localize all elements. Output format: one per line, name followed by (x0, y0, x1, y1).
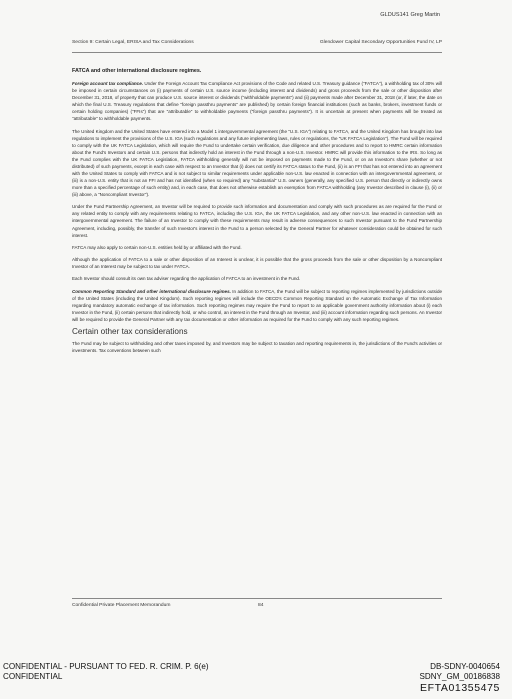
confidential-stamp-line: CONFIDENTIAL (3, 672, 63, 681)
header-fund-name: Glendower Capital Secondary Opportunities Fund IV, LP (319, 40, 442, 45)
bates-stamp (419, 662, 500, 694)
paragraph-lead: Foreign account tax compliance. (72, 81, 144, 87)
document-body (72, 68, 442, 359)
running-header (72, 40, 442, 45)
paragraph-sale-disposition: Although the application of FATCA to a sale or other disposition of an Interest is unclear, it is possible that the gross proceeds from the sale or other disposition by a Noncompliant Investor of an Interest may be subject to tax under FATCA. (72, 257, 442, 270)
header-section-label: Section 9: Certain Legal, ERISA and Tax Considerations (72, 40, 194, 45)
paragraph-non-us-entities: FATCA may also apply to certain non-U.S. entities held by or affiliated with the Fund. (72, 244, 242, 250)
section-title: FATCA and other international disclosure regimes. (72, 68, 202, 74)
paragraph-crs (72, 288, 442, 323)
header-divider (72, 52, 442, 53)
bates-number: SDNY_GM_00186838 (419, 672, 500, 681)
footer-label: Confidential Private Placement Memorandum (72, 603, 171, 608)
paragraph-text: Under the Foreign Account Tax Compliance Act provisions of the Code and related U.S. Treasury guidance ("FATCA"), a withholding tax of 30% will be imposed in certain circumstances on (i) payments of certain U.S. source income (including interest and dividends) and gross proceeds from the sale or other disposition after December 31, 2018, of property that can produce U.S. source interest or dividends ("withholdable payments") and (ii) payments made after December 31, 2018 (or, if later, the date on which the final U.S. Treasury regulations that define "foreign passthru payments" are published) by certain foreign financial institutions (such as banks, brokers, investment funds or certain holding companies) ("FFIs") that are "attributable" to withholdable payments ("foreign passthru payments"). It is uncertain at present when payments will be treated as "attributable" to withholdable payments. (72, 81, 443, 122)
paragraph-uk-iga: The United Kingdom and the United States have entered into a Model 1 intergovernmental agreement (the "U.S. IGA") relating to FATCA, and the United Kingdom has brought into law regulations to implement the provisions of the U.S. IGA (such regulations and any future implementing laws, rules or regulations, the "UK FATCA Legislation"). The Fund will be required to comply with the UK FATCA Legislation, which will require the Fund to undertake certain verification, due diligence and other procedures and to report to HMRC certain information about the Fund's Investors and certain U.S. persons that indirectly hold an interest in the Fund through a non-U.S. Investor. HMRC will provide this information to the IRS. So long as the Fund complies with the UK FATCA Legislation, FATCA withholding generally will not be imposed on payments made to the Fund, or on an Investor's share (whether or not distributed) of such payments, except in each case with respect to an Investor that (i) does not certify its FATCA status to the Fund, (ii) is an FFI that has not entered into an agreement with the United States to comply with FATCA and is not subject to similar requirements under applicable non-U.S. law enacted in connection with an intergovernmental agreement, or (iii) is a non-U.S. entity that is not an FFI and has not identified (when so required) any "substantial" U.S. owners (generally, any specified U.S. person that directly or indirectly owns more than a specified percentage of such entity) and, in each case, that does not otherwise establish an exemption from FATCA withholding (any Investor described in clause (i), (ii) or (iii) above, a "Noncompliant Investor"). (72, 128, 442, 198)
footer-divider (72, 598, 442, 599)
paragraph-consult-adviser: Each Investor should consult its own tax adviser regarding the application of FATCA to an investment in the Fund. (72, 276, 301, 282)
paragraph-lead: Common Reporting Standard and other international disclosure regimes. (72, 288, 231, 294)
subsection-heading: Certain other tax considerations (72, 326, 188, 336)
paragraph-text: In addition to FATCA, the Fund will be subject to reporting regimes implemented by jurisdictions outside of the United States (including the United Kingdom). Such reporting regimes will include the OECD's Common Reporting Standard on the Automatic Exchange of Tax Information regarding mandatory automatic exchange of tax information. Such reporting regimes may require the Fund to report to an applicable government authority information about (i) each Investor in the Fund, (ii) certain persons that indirectly hold, or who control, an interest in the Fund through an Investor, and (iii) account information regarding such persons. An Investor will be required to provide the General Partner with any tax documentation or other information as required for the Fund to comply with any such reporting regimes. (72, 288, 442, 322)
efta-number: EFTA01355475 (420, 682, 500, 694)
paragraph-fatca (72, 80, 442, 122)
paragraph-partnership-agreement: Under the Fund Partnership Agreement, an Investor will be required to provide such information and documentation and comply with such procedures as are required for the Fund or any related entity to comply with any requirements relating to FATCA, including the U.S. IGA, the UK FATCA Legislation, and any other non-U.S. law enacted in connection with an intergovernmental agreement. The failure of an Investor to comply with these requirements may result in adverse consequences to such Investor pursuant to the Fund Partnership Agreement, including, possibly, the transfer of such Investor's interest in the Fund to a person selected by the General Partner for whatever consideration could be obtained for such interest. (72, 204, 442, 238)
confidential-stamp (3, 662, 209, 682)
document-id: GLDUS141 Greg Martin (380, 12, 440, 18)
paragraph-other-taxes: The Fund may be subject to withholding and other taxes imposed by, and Investors may be subject to taxation and reporting requirements in, the jurisdictions of the Fund's activities or investments. Tax conventions between such (72, 341, 442, 354)
bates-number: DB-SDNY-0040654 (430, 662, 500, 671)
page-number: 84 (258, 603, 264, 608)
confidential-stamp-line: CONFIDENTIAL - PURSUANT TO FED. R. CRIM. P. 6(e) (3, 662, 209, 671)
